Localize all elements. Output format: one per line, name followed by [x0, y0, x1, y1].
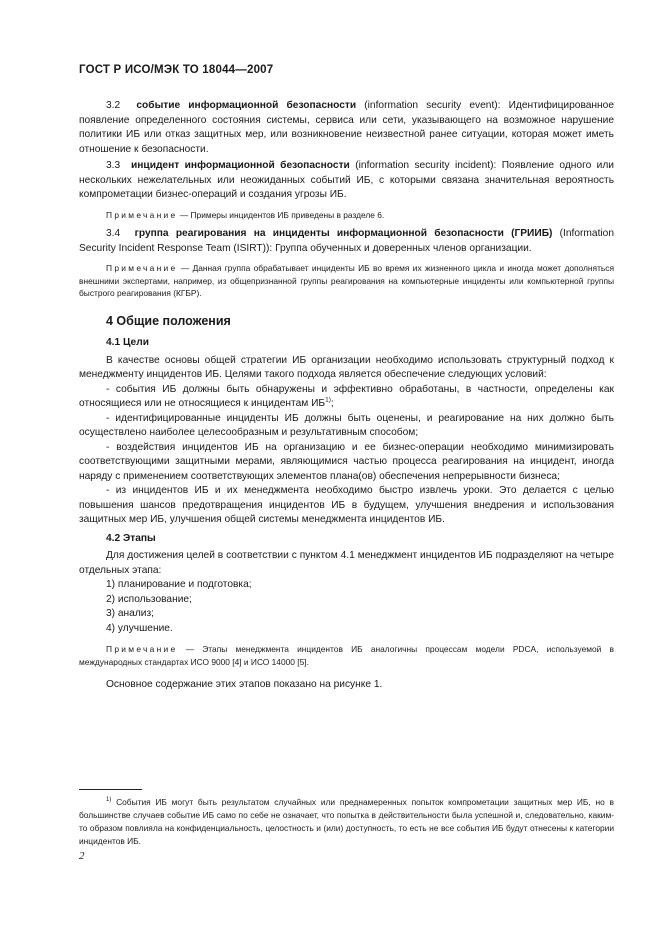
term: событие информационной безопасности	[136, 100, 357, 111]
note-text: — Примеры инцидентов ИБ приведены в разделе 6.	[177, 209, 385, 220]
stage-item: 1) планирование и подготовка;	[106, 579, 252, 590]
stage-item: 2) использование;	[106, 593, 192, 605]
stage-item: 4) улучшение.	[106, 622, 173, 634]
note-prefix: Примечание	[106, 209, 178, 220]
clause-number: 3.2	[106, 100, 121, 111]
page-number: 2	[79, 850, 85, 862]
note-isirt	[79, 262, 614, 300]
goals-intro: В качестве основы общей стратегии ИБ организации необходимо использовать структурный подход к менеджменту инцидентов ИБ. Целями такого подхода является обеспечение следующих условий:	[79, 354, 614, 380]
goal-item: - воздействия инцидентов ИБ на организацию и ее бизнес-операции необходимо минимизировать соответствующими защитными мерами, являющимися частью процесса реагирования на инцидент, иногда наряду с применением соответствующих элементов плана(ов) обеспечения непрерывности бизнеса;	[79, 441, 614, 482]
note-prefix: Примечание	[106, 263, 178, 273]
closing-sentence: Основное содержание этих этапов показано на рисунке 1.	[106, 679, 383, 690]
note-pdca	[79, 643, 614, 668]
subsection-4-1-heading: 4.1 Цели	[106, 337, 149, 348]
footnote-text: События ИБ могут быть результатом случайных или преднамеренных попыток компрометации защитных мер ИБ, но в большинстве случаев событие ИБ само по себе не означает, что попытка в действительности была успешной и, следовательно, каким-то образом повлияла на конфиденциальность, целостность и (или) доступность, то есть не все события ИБ будут отнесены к категории инцидентов ИБ.	[79, 796, 614, 846]
stage-item: 3) анализ;	[106, 608, 154, 619]
goal-text: - события ИБ должны быть обнаружены и эффективно обработаны, в частности, определены как относящиеся или не относящиеся к инцидентам ИБ	[79, 383, 614, 409]
footnote-mark: 1)	[106, 797, 112, 803]
term: группа реагирования на инциденты информационной безопасности (ГРИИБ)	[134, 228, 553, 239]
goal-item	[79, 383, 614, 412]
document-header: ГОСТ Р ИСО/МЭК ТО 18044—2007	[79, 64, 274, 76]
note-text: — Этапы менеджмента инцидентов ИБ аналогичны процессам модели PDCA, используемой в международных стандартах ИСО 9000 [4] и ИСО 14000 [5].	[79, 644, 614, 667]
clause-number: 3.4	[106, 228, 121, 239]
section-4-heading: 4 Общие положения	[106, 313, 231, 328]
clause-number: 3.3	[106, 160, 121, 171]
definition-3-2	[79, 99, 614, 157]
note-text: — Данная группа обрабатывает инциденты ИБ во время их жизненного цикла и иногда может дополняться внешними экспертами, например, из общепризнанной группы реагирования на компьютерные инциденты или компьютерной группы быстрого реагирования (КГБР).	[79, 263, 614, 298]
subsection-4-2-heading: 4.2 Этапы	[106, 532, 156, 544]
term: инцидент информационной безопасности	[131, 160, 350, 171]
footnote-divider	[79, 789, 142, 790]
goal-item: - из инцидентов ИБ и их менеджмента необходимо быстро извлечь уроки. Это делается с целью повышения шансов предотвращения инцидентов ИБ в будущем, улучшения внедрения и использования защитных мер ИБ, улучшения общей системы менеджмента инцидентов ИБ.	[79, 485, 614, 525]
definition-text: (information security event): Идентифицированное появление определенного состояния системы, сервиса или сети, указывающего на возможное нарушение политики ИБ или отказ защитных мер, или возникновение неизвестной ранее ситуации, которая может иметь отношение к безопасности.	[79, 100, 614, 155]
note-prefix: Примечание	[106, 644, 178, 654]
definition-3-3	[79, 159, 614, 203]
note-examples	[79, 209, 614, 222]
footnote-ref: 1)	[325, 396, 331, 404]
footnote	[79, 794, 614, 848]
definition-text: (Information Security Incident Response Team (ISIRT)): Группа обученных и доверенных членов организации.	[79, 228, 615, 254]
goal-text-end: ;	[330, 398, 334, 409]
definition-3-4	[79, 227, 614, 256]
goal-item: - идентифицированные инциденты ИБ должны быть оценены, и реагирование на них должно быть осуществлено наиболее целесообразным и результативным способом;	[79, 412, 614, 438]
definition-text: (information security incident): Появление одного или нескольких нежелательных или неожиданных событий ИБ, с которыми связана значительная вероятность компрометации бизнес-операций и создания угрозы ИБ.	[79, 160, 614, 200]
definitions-block	[79, 99, 614, 693]
stages-intro: Для достижения целей в соответствии с пунктом 4.1 менеджмент инцидентов ИБ подразделяют на четыре отдельных этапа:	[79, 550, 614, 576]
